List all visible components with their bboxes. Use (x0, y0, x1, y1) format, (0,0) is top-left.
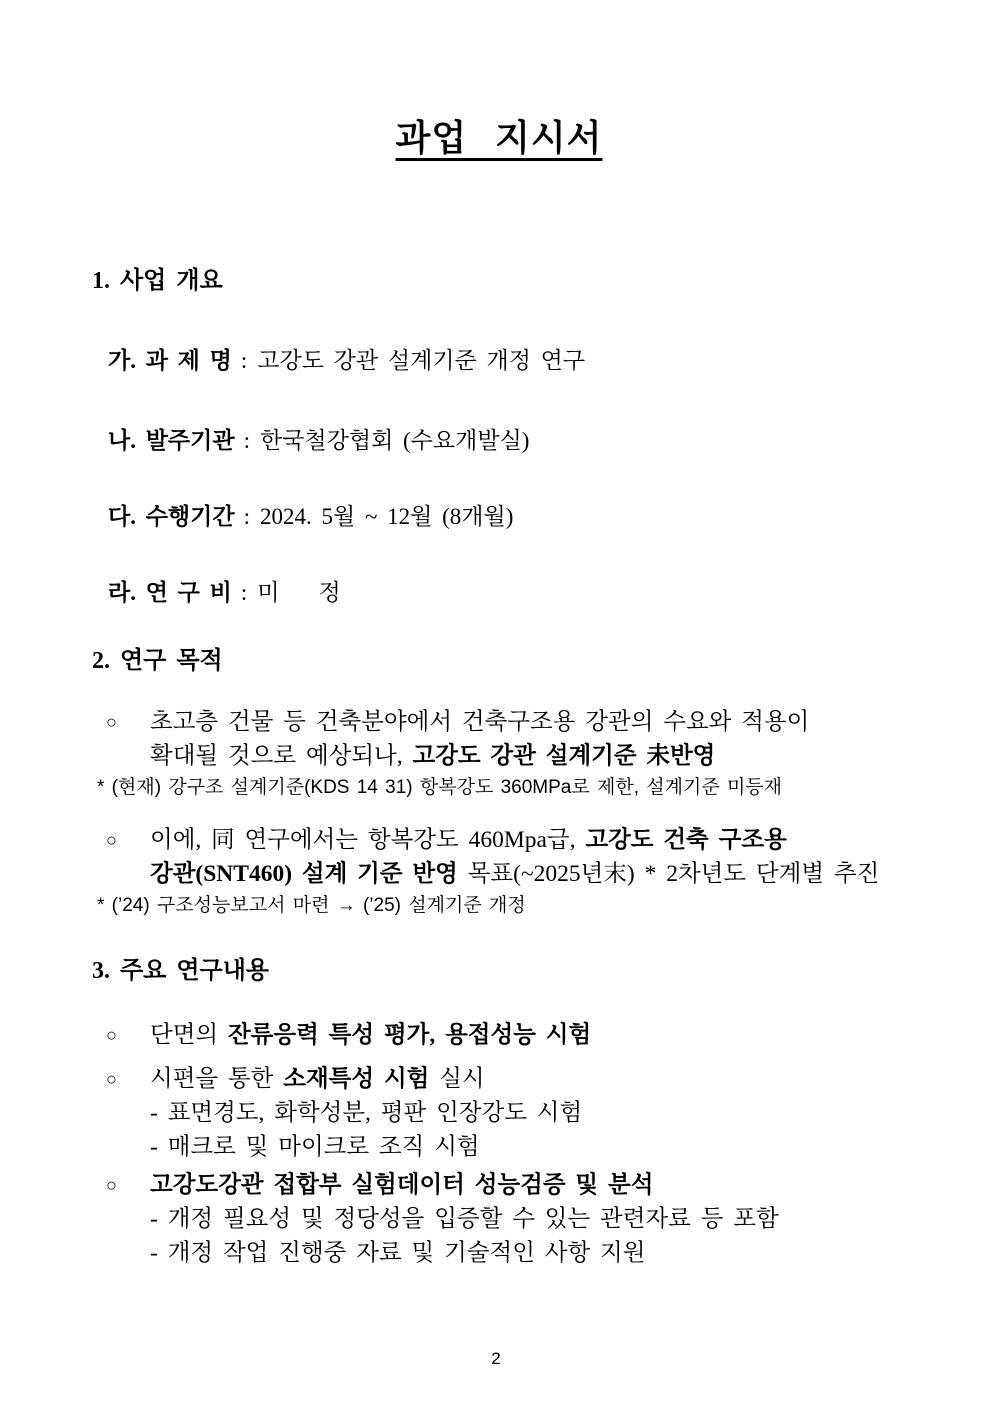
colon-separator: : (240, 580, 248, 605)
text-run-bold: 강관(SNT460) 설계 기준 반영 (150, 861, 458, 887)
bullet-item (106, 1062, 906, 1164)
sub-item: - 개정 작업 진행중 자료 및 기술적인 사항 지원 (150, 1240, 646, 1266)
text-run: 초고층 건물 등 건축분야에서 건축구조용 강관의 수요와 적용이 (150, 709, 810, 735)
circle-bullet-icon: ○ (106, 1175, 117, 1195)
colon-separator: : (243, 504, 250, 529)
text-run: 실시 (429, 1066, 485, 1092)
footnote-line: * (현재) 강구조 설계기준(KDS 14 31) 항복강도 360MPa로 제한, 설계기준 미등재 (97, 777, 783, 798)
bullet-line (150, 823, 906, 857)
bullet-line (150, 1062, 906, 1096)
bullet-text (150, 1062, 906, 1164)
sub-item: - 매크로 및 마이크로 조직 시험 (150, 1134, 480, 1160)
text-run: 목표(~2025년末) * 2차년도 단계별 추진 (457, 861, 880, 887)
field-row-period (108, 501, 906, 533)
bullet-line (150, 705, 906, 739)
text-run-bold: 고강도 건축 구조용 (585, 827, 787, 853)
field-row-client (108, 425, 906, 457)
field-label: 나. 발주기관 (108, 428, 235, 453)
text-run: 시편을 통한 (150, 1066, 284, 1092)
field-label: 다. 수행기간 (108, 504, 235, 529)
circle-bullet-icon: ○ (106, 712, 117, 732)
text-run-bold: 고강도 강관 설계기준 未반영 (412, 743, 716, 769)
field-label: 가. 과 제 명 (108, 348, 232, 373)
bullet-text (150, 1018, 906, 1052)
bullet-text (150, 823, 906, 891)
bullet-line (150, 1168, 906, 1202)
bullet-item (106, 823, 906, 891)
circle-bullet-icon: ○ (106, 1069, 117, 1089)
page-number: 2 (491, 1349, 501, 1368)
page-title: 과업 지시서 (395, 118, 603, 158)
sub-item: - 개정 필요성 및 정당성을 입증할 수 있는 관련자료 등 포함 (150, 1206, 779, 1232)
text-run: 단면의 (150, 1022, 228, 1048)
colon-separator: : (243, 428, 250, 453)
bullet-text (150, 1168, 906, 1270)
bullet-text (150, 705, 906, 773)
field-value: 미 정 (257, 580, 341, 605)
sub-item: - 표면경도, 화학성분, 평판 인장강도 시험 (150, 1100, 583, 1126)
field-row-budget (108, 577, 906, 609)
field-value: 한국철강협회 (수요개발실) (259, 428, 530, 453)
text-run: 이에, 同 연구에서는 항복강도 460Mpa급, (150, 827, 586, 853)
bullet-line (150, 857, 906, 891)
section-3-heading: 3. 주요 연구내용 (92, 958, 270, 984)
field-row-project-name (108, 345, 906, 377)
field-label: 라. 연 구 비 (108, 580, 232, 605)
text-run-bold: 소재특성 시험 (283, 1066, 430, 1092)
text-run: 확대될 것으로 예상되나, (150, 743, 413, 769)
footnote-line: * (’24) 구조성능보고서 마련 → (’25) 설계기준 개정 (97, 895, 526, 916)
bullet-item (106, 1018, 906, 1052)
colon-separator: : (240, 348, 248, 373)
section-1-heading: 1. 사업 개요 (92, 268, 223, 294)
circle-bullet-icon: ○ (106, 1025, 117, 1045)
text-run-bold: 잔류응력 특성 평가, 용접성능 시험 (227, 1022, 592, 1048)
section-2-heading: 2. 연구 목적 (92, 648, 223, 674)
bullet-item (106, 1168, 906, 1270)
bullet-line (150, 1018, 906, 1052)
bullet-line (150, 739, 906, 773)
text-run-bold: 고강도강관 접합부 실험데이터 성능검증 및 분석 (150, 1172, 654, 1198)
bullet-item (106, 705, 906, 773)
field-value: 2024. 5월 ~ 12월 (8개월) (259, 504, 514, 529)
field-value: 고강도 강관 설계기준 개정 연구 (257, 348, 586, 373)
circle-bullet-icon: ○ (106, 830, 117, 850)
